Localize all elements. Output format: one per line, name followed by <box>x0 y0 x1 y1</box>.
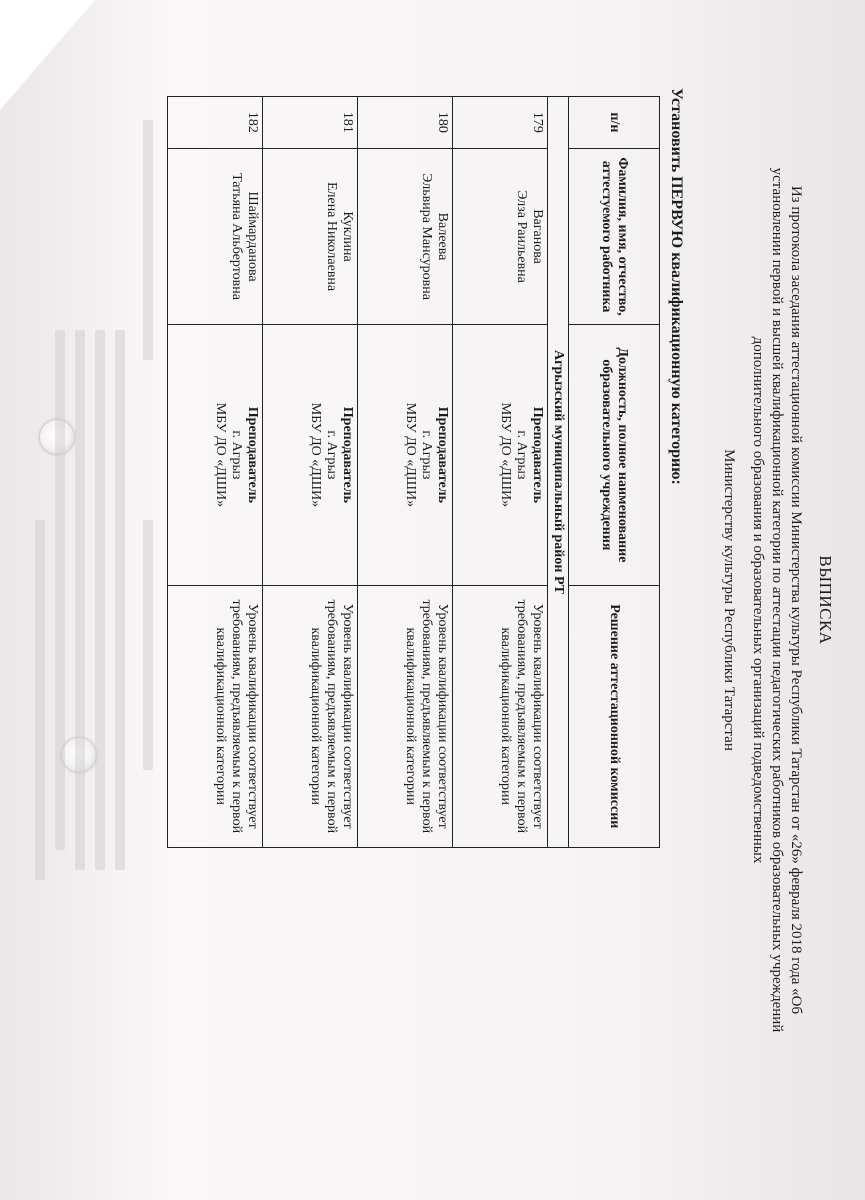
row-surname: Валеева <box>435 212 450 261</box>
row-given-name: Татьяна Альбертовна <box>229 173 244 300</box>
header-position: Должность, полное наименование образовательного учреждения <box>569 325 660 585</box>
row-surname: Куклина <box>340 211 355 262</box>
header-fio: Фамилия, имя, отчество, аттестуемого работника <box>569 148 660 324</box>
ghost-text <box>75 330 85 870</box>
table-row <box>358 97 453 848</box>
district-row <box>548 97 569 848</box>
row-num: 181 <box>263 97 358 149</box>
table-row <box>168 97 263 848</box>
row-num: 180 <box>358 97 453 149</box>
row-position <box>358 325 453 585</box>
row-position-title: Преподаватель <box>245 406 260 503</box>
ghost-text <box>55 330 65 850</box>
row-position-place: г. Агрыз <box>324 430 339 480</box>
row-decision: Уровень квалификации соответствует требованиям, предъявляемым к первой квалификационной категории <box>263 585 358 847</box>
row-position-title: Преподаватель <box>530 406 545 503</box>
row-given-name: Элза Раильевна <box>514 190 529 283</box>
row-fio <box>168 148 263 324</box>
row-fio <box>358 148 453 324</box>
table-header-row <box>569 97 660 848</box>
row-decision: Уровень квалификации соответствует требованиям, предъявляемым к первой квалификационной категории <box>453 585 548 847</box>
ghost-text <box>115 330 125 870</box>
attestation-table <box>167 96 660 848</box>
header-decision: Решение аттестационной комиссии <box>569 585 660 847</box>
row-fio <box>263 148 358 324</box>
ghost-text <box>35 520 45 880</box>
document-subtitle: Из протокола заседания аттестационной комиссии Министерства культуры Республики Татарстан от «26» февраля 2018 года «Об установлении первой и высшей квалификационной категории по аттестации педагогических работников образовательных учреждений дополнительного образования и образовательных организаций подведомственных <box>750 167 804 1033</box>
row-position-org: МБУ ДО «ДШИ» <box>403 402 418 508</box>
district-label: Агрызский муниципальный район РТ <box>548 97 569 848</box>
row-num: 179 <box>453 97 548 149</box>
row-position-place: г. Агрыз <box>229 430 244 480</box>
row-position-title: Преподаватель <box>435 406 450 503</box>
table-row <box>453 97 548 848</box>
row-surname: Шаймарданова <box>245 191 260 282</box>
row-position-org: МБУ ДО «ДШИ» <box>498 402 513 508</box>
row-decision: Уровень квалификации соответствует требованиям, предъявляемым к первой квалификационной категории <box>168 585 263 847</box>
row-position-title: Преподаватель <box>340 406 355 503</box>
row-given-name: Эльвира Мансуровна <box>419 173 434 300</box>
row-position <box>453 325 548 585</box>
row-given-name: Елена Николаевна <box>324 181 339 292</box>
document-heading: ВЫПИСКА <box>816 555 835 645</box>
row-position <box>168 325 263 585</box>
row-position <box>263 325 358 585</box>
header-num: п/н <box>569 97 660 149</box>
row-decision: Уровень квалификации соответствует требованиям, предъявляемым к первой квалификационной категории <box>358 585 453 847</box>
ghost-text <box>143 120 153 360</box>
ghost-text <box>95 330 105 870</box>
table-row <box>263 97 358 848</box>
row-position-org: МБУ ДО «ДШИ» <box>213 402 228 508</box>
ghost-text <box>143 520 153 770</box>
row-position-place: г. Агрыз <box>419 430 434 480</box>
row-position-org: МБУ ДО «ДШИ» <box>308 402 323 508</box>
establish-statement: Установить ПЕРВУЮ квалификационную категорию: <box>668 88 685 485</box>
row-num: 182 <box>168 97 263 149</box>
document-subtitle-ministry: Министерству культуры Республики Татарстан <box>721 449 737 751</box>
row-surname: Ваганова <box>530 209 545 264</box>
row-position-place: г. Агрыз <box>514 430 529 480</box>
row-fio <box>453 148 548 324</box>
